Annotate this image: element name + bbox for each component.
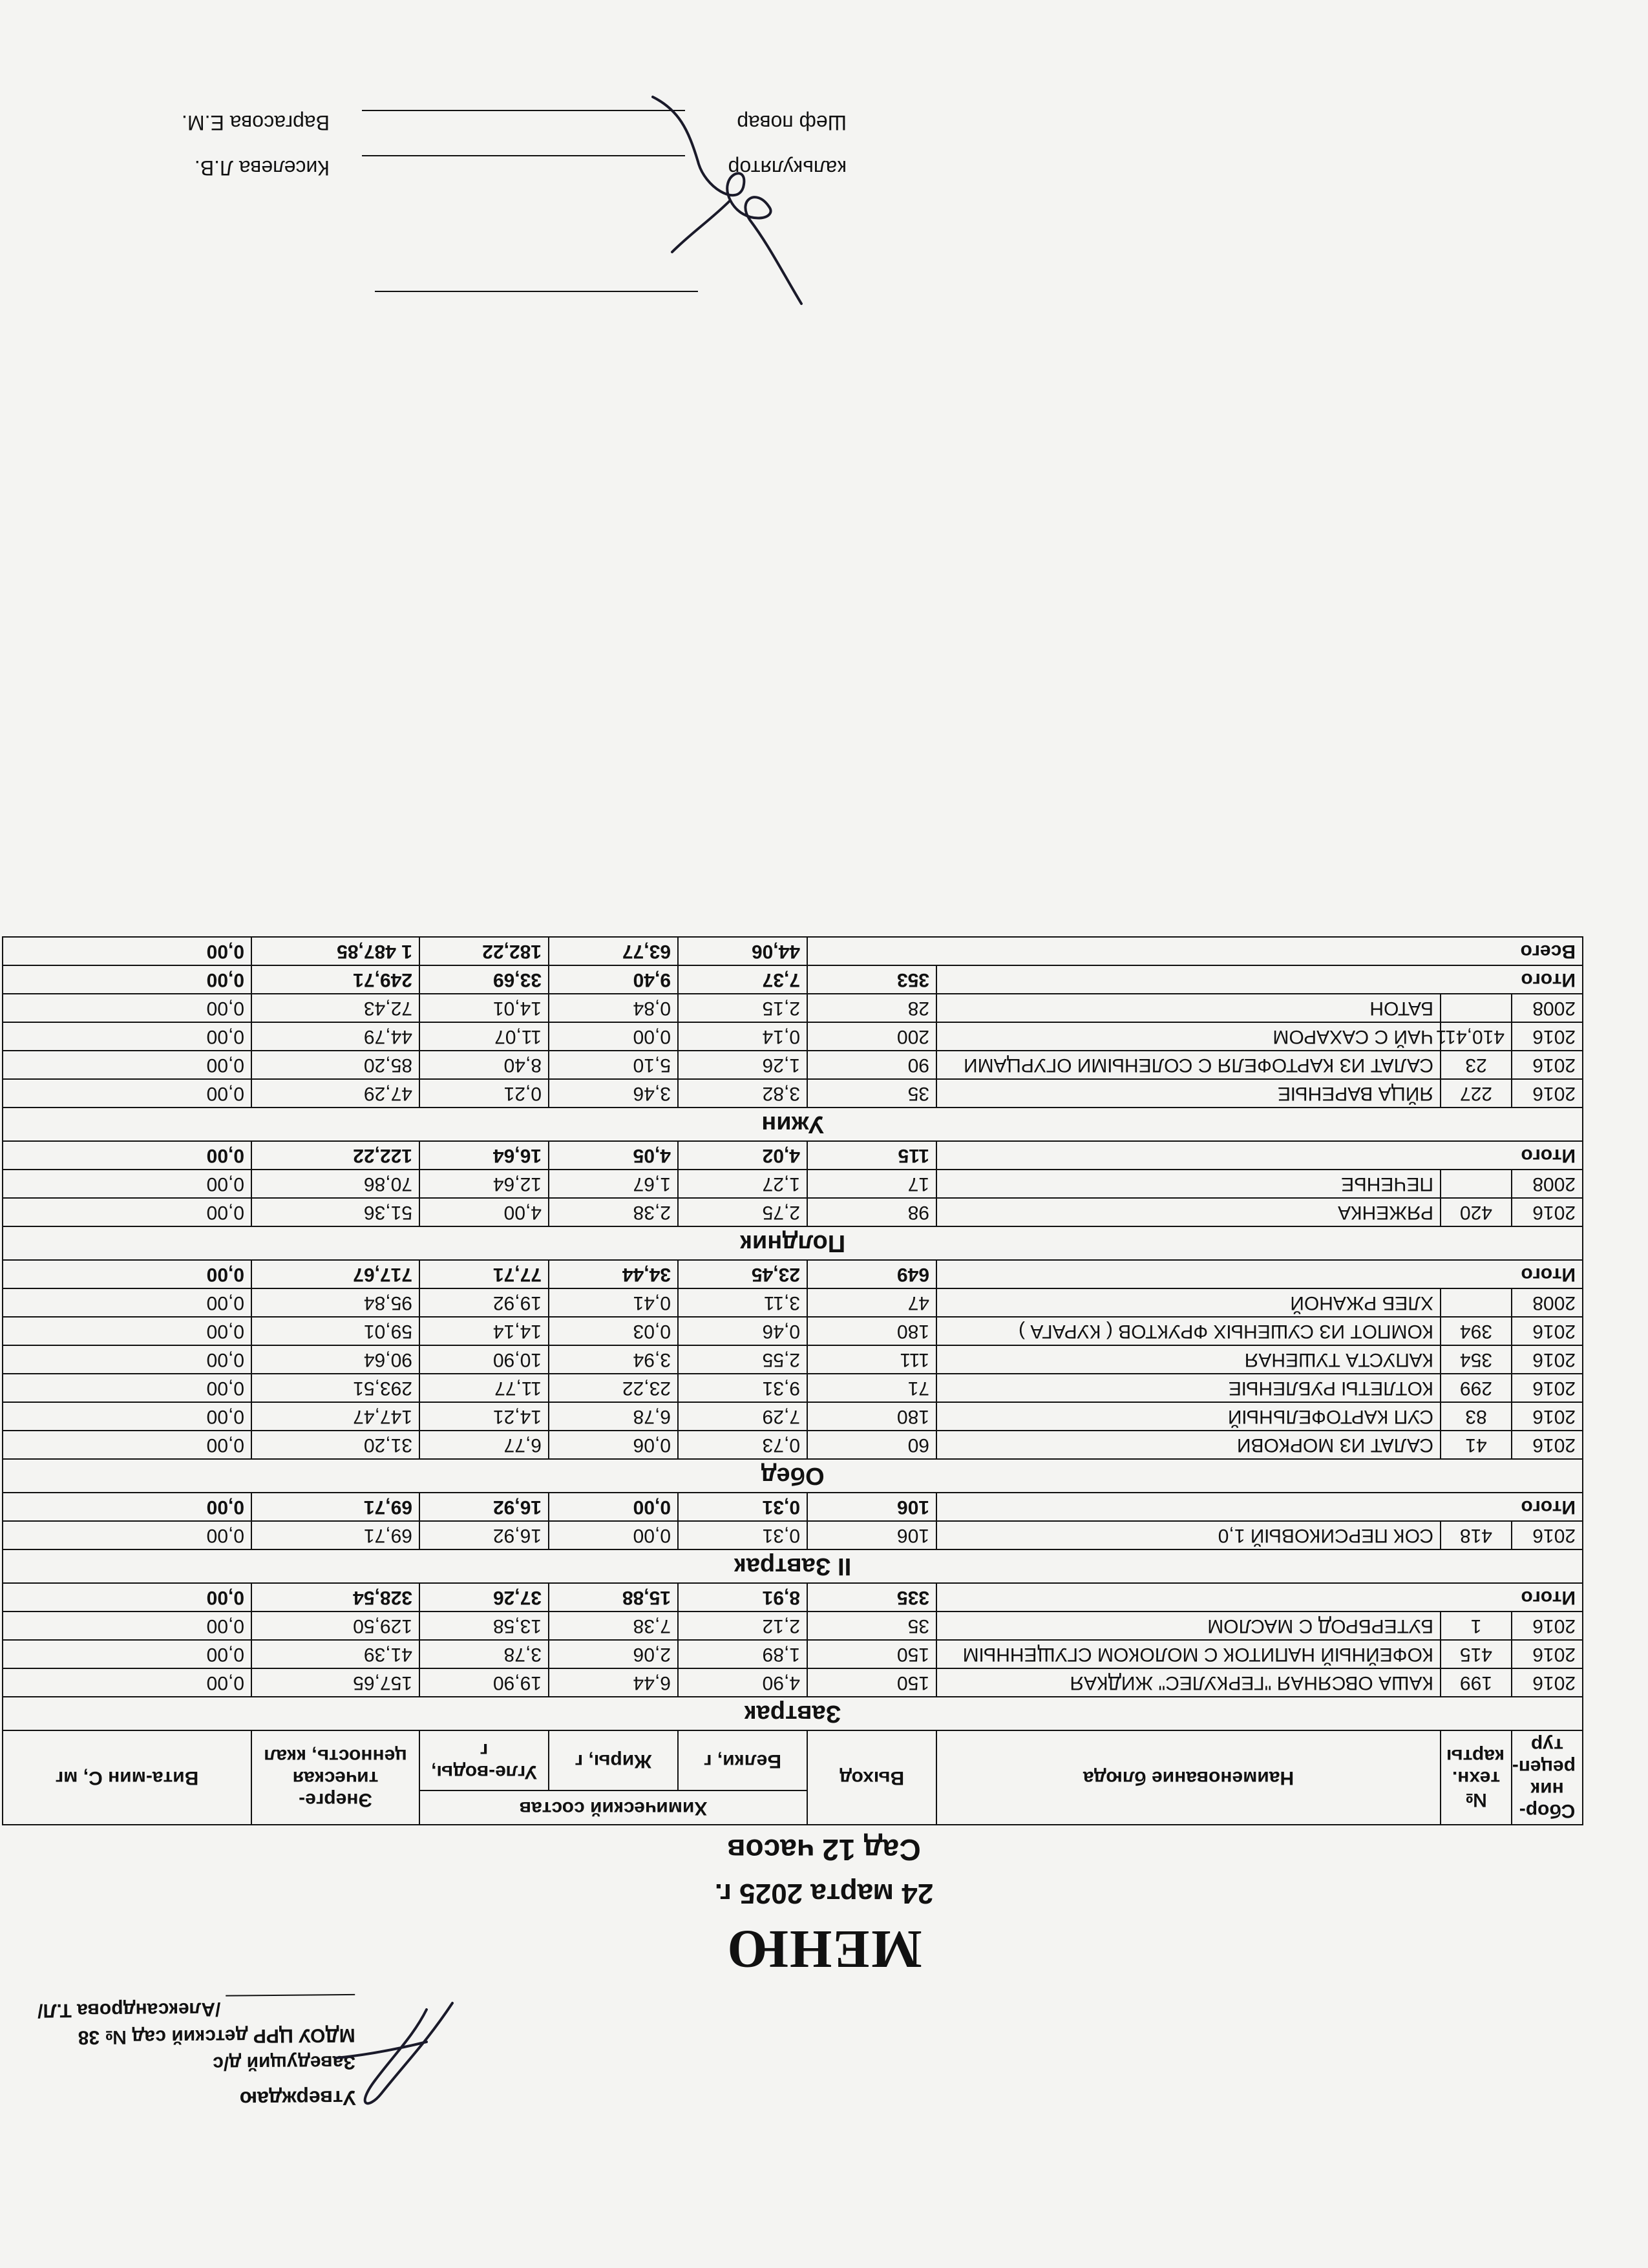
tech-card-cell: 420 <box>1441 1198 1512 1226</box>
dish-name-cell: ЯЙЦА ВАРЕНЫЕ <box>936 1079 1441 1108</box>
dish-name-cell: БАТОН <box>936 994 1441 1022</box>
total-label: Итого <box>936 1493 1583 1521</box>
total-carb: 77,71 <box>419 1260 549 1288</box>
fat-cell: 2,38 <box>549 1198 678 1226</box>
total-fat: 4,05 <box>549 1141 678 1170</box>
vitamin-cell: 0,00 <box>3 1079 251 1108</box>
tech-card-cell <box>1441 1170 1512 1198</box>
total-label: Итого <box>936 1583 1583 1612</box>
vitamin-cell: 0,00 <box>3 994 251 1022</box>
output-cell: 60 <box>807 1431 936 1459</box>
approval-title: Утверждаю <box>239 2086 356 2111</box>
output-cell: 180 <box>807 1317 936 1345</box>
fat-cell: 2,06 <box>549 1640 678 1668</box>
energy-cell: 129,50 <box>251 1612 419 1640</box>
vitamin-cell: 0,00 <box>3 1374 251 1402</box>
protein-cell: 2,12 <box>678 1612 807 1640</box>
total-fat: 0,00 <box>549 1493 678 1521</box>
energy-cell: 51,36 <box>251 1198 419 1226</box>
fat-cell: 5,10 <box>549 1051 678 1079</box>
fat-cell: 7,38 <box>549 1612 678 1640</box>
dish-name-cell: ПЕЧЕНЬЕ <box>936 1170 1441 1198</box>
total-fat: 34,44 <box>549 1260 678 1288</box>
approval-block <box>37 1994 356 2114</box>
total-carb: 33,69 <box>419 965 549 994</box>
total-fat: 15,88 <box>549 1583 678 1612</box>
collection-cell: 2016 <box>1512 1521 1583 1549</box>
output-cell: 150 <box>807 1640 936 1668</box>
total-fat: 9,40 <box>549 965 678 994</box>
carb-cell: 19,90 <box>419 1668 549 1697</box>
approval-position: Заведущий д/с <box>213 2051 356 2074</box>
total-row <box>3 1141 1583 1170</box>
protein-cell: 2,15 <box>678 994 807 1022</box>
total-carb: 37,26 <box>419 1583 549 1612</box>
carb-cell: 12,64 <box>419 1170 549 1198</box>
protein-cell: 2,55 <box>678 1345 807 1374</box>
section-header-row <box>3 1459 1583 1493</box>
chef-signature <box>607 84 840 317</box>
output-cell: 71 <box>807 1374 936 1402</box>
table-row <box>3 1022 1583 1051</box>
table-row <box>3 1288 1583 1317</box>
vitamin-cell: 0,00 <box>3 1668 251 1697</box>
col-energy: Энерге-тическая ценность, ккал <box>251 1730 419 1825</box>
total-vitamin: 0,00 <box>3 965 251 994</box>
collection-cell: 2016 <box>1512 1022 1583 1051</box>
total-vitamin: 0,00 <box>3 1141 251 1170</box>
collection-cell: 2016 <box>1512 1640 1583 1668</box>
table-row <box>3 1374 1583 1402</box>
table-row <box>3 1345 1583 1374</box>
menu-table <box>2 936 1583 1825</box>
total-energy: 122,22 <box>251 1141 419 1170</box>
fat-cell: 0,00 <box>549 1521 678 1549</box>
calc-name: Киселева Л.В. <box>194 156 330 180</box>
table-row <box>3 994 1583 1022</box>
dish-name-cell: КОМПОТ ИЗ СУШЕНЫХ ФРУКТОВ ( КУРАГА ) <box>936 1317 1441 1345</box>
section-title: Завтрак <box>3 1697 1583 1730</box>
dish-name-cell: КАПУСТА ТУШЕНАЯ <box>936 1345 1441 1374</box>
fat-cell: 23,22 <box>549 1374 678 1402</box>
carb-cell: 4,00 <box>419 1198 549 1226</box>
dish-name-cell: ЧАЙ С САХАРОМ <box>936 1022 1441 1051</box>
dish-name-cell: САЛАТ ИЗ КАРТОФЕЛЯ С СОЛЕНЫМИ ОГУРЦАМИ <box>936 1051 1441 1079</box>
energy-cell: 47,29 <box>251 1079 419 1108</box>
output-cell: 35 <box>807 1612 936 1640</box>
total-energy: 328,54 <box>251 1583 419 1612</box>
energy-cell: 41,39 <box>251 1640 419 1668</box>
energy-cell: 293,51 <box>251 1374 419 1402</box>
vitamin-cell: 0,00 <box>3 1345 251 1374</box>
table-row <box>3 1640 1583 1668</box>
table-row <box>3 1402 1583 1431</box>
section-title: Обед <box>3 1459 1583 1493</box>
carb-cell: 6,77 <box>419 1431 549 1459</box>
collection-cell: 2008 <box>1512 994 1583 1022</box>
approval-organization: МДОУ ЦРР детский сад № 38 <box>78 2024 355 2048</box>
energy-cell: 157,65 <box>251 1668 419 1697</box>
grand-total-vitamin: 0,00 <box>3 937 251 965</box>
tech-card-cell: 41 <box>1441 1431 1512 1459</box>
table-row <box>3 1668 1583 1697</box>
tech-card-cell: 394 <box>1441 1317 1512 1345</box>
energy-cell: 44,79 <box>251 1022 419 1051</box>
vitamin-cell: 0,00 <box>3 1521 251 1549</box>
tech-card-cell: 418 <box>1441 1521 1512 1549</box>
protein-cell: 0,31 <box>678 1521 807 1549</box>
protein-cell: 7,29 <box>678 1402 807 1431</box>
total-output: 115 <box>807 1141 936 1170</box>
dish-name-cell: КАША ОВСЯНАЯ "ГЕРКУЛЕС" ЖИДКАЯ <box>936 1668 1441 1697</box>
vitamin-cell: 0,00 <box>3 1288 251 1317</box>
total-energy: 717,67 <box>251 1260 419 1288</box>
tech-card-cell: 1 <box>1441 1612 1512 1640</box>
total-output: 335 <box>807 1583 936 1612</box>
col-output: Выход <box>807 1730 936 1825</box>
total-label: Итого <box>936 1260 1583 1288</box>
dish-name-cell: КОФЕЙНЫЙ НАПИТОК С МОЛОКОМ СГУЩЕННЫМ <box>936 1640 1441 1668</box>
total-label: Итого <box>936 1141 1583 1170</box>
protein-cell: 4,90 <box>678 1668 807 1697</box>
total-protein: 23,45 <box>678 1260 807 1288</box>
collection-cell: 2016 <box>1512 1345 1583 1374</box>
chef-label: Шеф повар <box>737 111 847 134</box>
total-output: 106 <box>807 1493 936 1521</box>
carb-cell: 11,07 <box>419 1022 549 1051</box>
protein-cell: 3,11 <box>678 1288 807 1317</box>
collection-cell: 2016 <box>1512 1374 1583 1402</box>
protein-cell: 0,14 <box>678 1022 807 1051</box>
fat-cell: 0,06 <box>549 1431 678 1459</box>
table-row <box>3 1612 1583 1640</box>
tech-card-cell: 354 <box>1441 1345 1512 1374</box>
total-label: Итого <box>936 965 1583 994</box>
fat-cell: 6,78 <box>549 1402 678 1431</box>
tech-card-cell: 23 <box>1441 1051 1512 1079</box>
approval-signature <box>323 1990 465 2119</box>
output-cell: 47 <box>807 1288 936 1317</box>
table-row <box>3 1170 1583 1198</box>
carb-cell: 11,77 <box>419 1374 549 1402</box>
tech-card-cell: 227 <box>1441 1079 1512 1108</box>
grand-total-energy: 1 487,85 <box>251 937 419 965</box>
table-row <box>3 1317 1583 1345</box>
protein-cell: 1,27 <box>678 1170 807 1198</box>
tech-card-cell <box>1441 994 1512 1022</box>
fat-cell: 0,84 <box>549 994 678 1022</box>
collection-cell: 2016 <box>1512 1612 1583 1640</box>
carb-cell: 19,92 <box>419 1288 549 1317</box>
output-cell: 180 <box>807 1402 936 1431</box>
carb-cell: 16,92 <box>419 1521 549 1549</box>
chef-name: Варгасова Е.М. <box>182 111 330 134</box>
dish-name-cell: ХЛЕБ РЖАНОЙ <box>936 1288 1441 1317</box>
collection-cell: 2016 <box>1512 1317 1583 1345</box>
col-protein: Белки, г <box>678 1730 807 1790</box>
energy-cell: 31,20 <box>251 1431 419 1459</box>
collection-cell: 2008 <box>1512 1288 1583 1317</box>
total-carb: 16,92 <box>419 1493 549 1521</box>
table-body <box>3 937 1583 1730</box>
collection-cell: 2008 <box>1512 1170 1583 1198</box>
energy-cell: 69,71 <box>251 1521 419 1549</box>
protein-cell: 3,82 <box>678 1079 807 1108</box>
total-row <box>3 1260 1583 1288</box>
document-title: МЕНЮ <box>726 1919 922 1979</box>
approval-signer-line <box>37 1994 355 2024</box>
grand-total-fat: 63,77 <box>549 937 678 965</box>
table-row <box>3 1051 1583 1079</box>
vitamin-cell: 0,00 <box>3 1170 251 1198</box>
table-row <box>3 1521 1583 1549</box>
output-cell: 106 <box>807 1521 936 1549</box>
energy-cell: 90,64 <box>251 1345 419 1374</box>
table-header-row <box>3 1790 1583 1825</box>
grand-total-row <box>3 937 1583 965</box>
collection-cell: 2016 <box>1512 1402 1583 1431</box>
vitamin-cell: 0,00 <box>3 1402 251 1431</box>
grand-total-protein: 44,06 <box>678 937 807 965</box>
section-header-row <box>3 1226 1583 1260</box>
total-vitamin: 0,00 <box>3 1493 251 1521</box>
protein-cell: 1,89 <box>678 1640 807 1668</box>
total-carb: 16,64 <box>419 1141 549 1170</box>
energy-cell: 147,47 <box>251 1402 419 1431</box>
output-cell: 28 <box>807 994 936 1022</box>
total-energy: 69,71 <box>251 1493 419 1521</box>
fat-cell: 6,44 <box>549 1668 678 1697</box>
energy-cell: 85,20 <box>251 1051 419 1079</box>
tech-card-cell: 415 <box>1441 1640 1512 1668</box>
collection-cell: 2016 <box>1512 1079 1583 1108</box>
protein-cell: 2,75 <box>678 1198 807 1226</box>
output-cell: 111 <box>807 1345 936 1374</box>
vitamin-cell: 0,00 <box>3 1612 251 1640</box>
output-cell: 98 <box>807 1198 936 1226</box>
dish-name-cell: КОТЛЕТЫ РУБЛЕНЫЕ <box>936 1374 1441 1402</box>
output-cell: 200 <box>807 1022 936 1051</box>
tech-card-cell: 410,411 <box>1441 1022 1512 1051</box>
carb-cell: 14,21 <box>419 1402 549 1431</box>
section-header-row <box>3 1697 1583 1730</box>
section-title: Полдник <box>3 1226 1583 1260</box>
vitamin-cell: 0,00 <box>3 1022 251 1051</box>
total-protein: 8,91 <box>678 1583 807 1612</box>
total-output: 353 <box>807 965 936 994</box>
col-dish-name: Наименование блюда <box>936 1730 1441 1825</box>
protein-cell: 1,26 <box>678 1051 807 1079</box>
tech-card-cell: 83 <box>1441 1402 1512 1431</box>
col-collection: Сбор-ник рецеп-тур <box>1512 1730 1583 1825</box>
tech-card-cell <box>1441 1288 1512 1317</box>
fat-cell: 0,00 <box>549 1022 678 1051</box>
grand-total-carb: 182,22 <box>419 937 549 965</box>
output-cell: 90 <box>807 1051 936 1079</box>
energy-cell: 72,43 <box>251 994 419 1022</box>
section-header-row <box>3 1108 1583 1141</box>
approval-signer: /Александрова Т.Л/ <box>37 1998 221 2022</box>
table-row <box>3 1198 1583 1226</box>
output-cell: 150 <box>807 1668 936 1697</box>
tech-card-cell: 199 <box>1441 1668 1512 1697</box>
protein-cell: 9,31 <box>678 1374 807 1402</box>
carb-cell: 14,14 <box>419 1317 549 1345</box>
col-vitamin: Вита-мин С, мг <box>3 1730 251 1825</box>
collection-cell: 2016 <box>1512 1668 1583 1697</box>
carb-cell: 14,01 <box>419 994 549 1022</box>
output-cell: 35 <box>807 1079 936 1108</box>
dish-name-cell: САЛАТ ИЗ МОРКОВИ <box>936 1431 1441 1459</box>
carb-cell: 8,40 <box>419 1051 549 1079</box>
collection-cell: 2016 <box>1512 1051 1583 1079</box>
output-cell: 17 <box>807 1170 936 1198</box>
total-protein: 7,37 <box>678 965 807 994</box>
protein-cell: 0,46 <box>678 1317 807 1345</box>
dish-name-cell: БУТЕРБРОД С МАСЛОМ <box>936 1612 1441 1640</box>
fat-cell: 0,41 <box>549 1288 678 1317</box>
carb-cell: 10,90 <box>419 1345 549 1374</box>
carb-cell: 3,78 <box>419 1640 549 1668</box>
section-title: Ужин <box>3 1108 1583 1141</box>
vitamin-cell: 0,00 <box>3 1198 251 1226</box>
col-carb: Угле-воды, г <box>419 1730 549 1790</box>
fat-cell: 0,03 <box>549 1317 678 1345</box>
table-row <box>3 1431 1583 1459</box>
vitamin-cell: 0,00 <box>3 1317 251 1345</box>
table-row <box>3 1079 1583 1108</box>
total-vitamin: 0,00 <box>3 1583 251 1612</box>
calc-label: калькулятор <box>728 156 847 180</box>
energy-cell: 59,01 <box>251 1317 419 1345</box>
section-header-row <box>3 1549 1583 1583</box>
total-vitamin: 0,00 <box>3 1260 251 1288</box>
collection-cell: 2016 <box>1512 1431 1583 1459</box>
col-chem: Химический состав <box>419 1790 807 1825</box>
fat-cell: 3,94 <box>549 1345 678 1374</box>
dish-name-cell: РЯЖЕНКА <box>936 1198 1441 1226</box>
tech-card-cell: 299 <box>1441 1374 1512 1402</box>
total-protein: 4,02 <box>678 1141 807 1170</box>
col-fat: Жиры, г <box>549 1730 678 1790</box>
carb-cell: 0,21 <box>419 1079 549 1108</box>
fat-cell: 3,46 <box>549 1079 678 1108</box>
total-row <box>3 965 1583 994</box>
collection-cell: 2016 <box>1512 1198 1583 1226</box>
document-group: Сад 12 часов <box>727 1833 921 1867</box>
carb-cell: 13,58 <box>419 1612 549 1640</box>
fat-cell: 1,67 <box>549 1170 678 1198</box>
vitamin-cell: 0,00 <box>3 1431 251 1459</box>
document-date: 24 марта 2025 г. <box>714 1878 934 1909</box>
total-output: 649 <box>807 1260 936 1288</box>
section-title: II Завтрак <box>3 1549 1583 1583</box>
grand-total-label: Всего <box>807 937 1583 965</box>
dish-name-cell: СОК ПЕРСИКОВЫЙ 1,0 <box>936 1521 1441 1549</box>
total-protein: 0,31 <box>678 1493 807 1521</box>
energy-cell: 95,84 <box>251 1288 419 1317</box>
protein-cell: 0,73 <box>678 1431 807 1459</box>
energy-cell: 70,86 <box>251 1170 419 1198</box>
dish-name-cell: СУП КАРТОФЕЛЬНЫЙ <box>936 1402 1441 1431</box>
vitamin-cell: 0,00 <box>3 1640 251 1668</box>
total-row <box>3 1583 1583 1612</box>
total-energy: 249,71 <box>251 965 419 994</box>
total-row <box>3 1493 1583 1521</box>
col-tech-card: № техн. карты <box>1441 1730 1512 1825</box>
vitamin-cell: 0,00 <box>3 1051 251 1079</box>
